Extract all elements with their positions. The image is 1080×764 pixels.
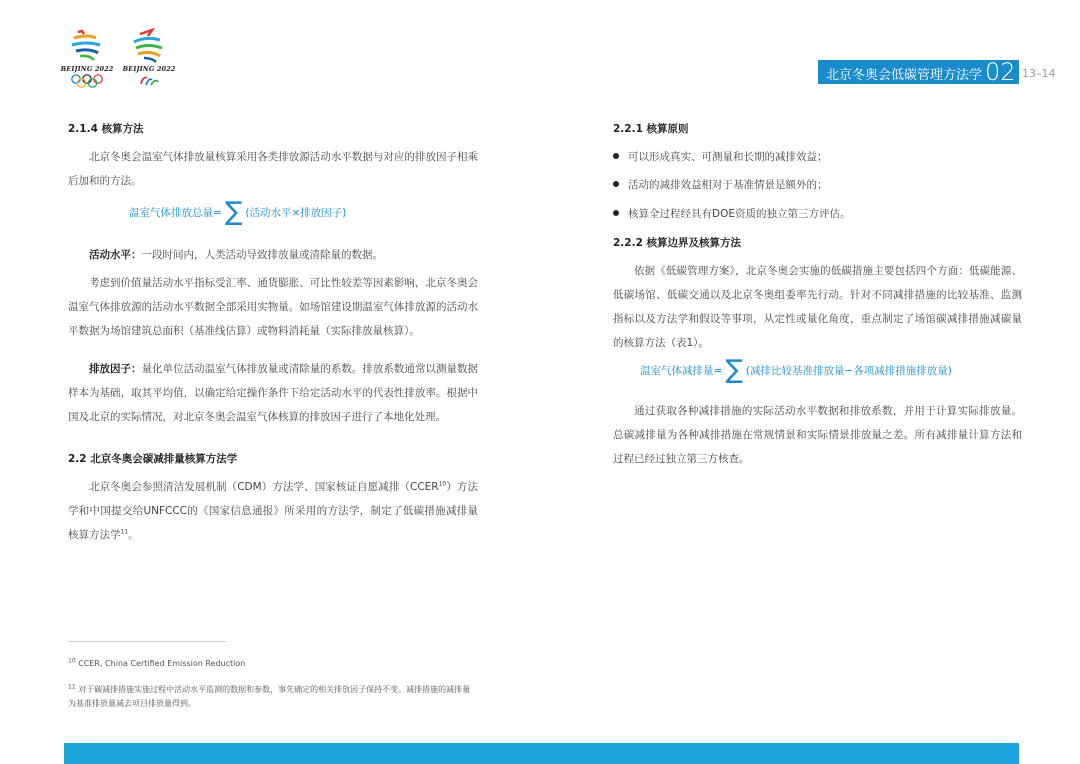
heading-2-2-2: 2.2.2 核算边界及核算方法 (613, 237, 742, 249)
methodology-text-c: 。 (128, 529, 139, 541)
formula2-rhs: (减排比较基准排放量−各项减排措施排放量) (745, 364, 952, 377)
formula-emission-reduction (640, 355, 952, 385)
logo1-text: BEIJING 2022 (60, 65, 114, 73)
footnote-11 (68, 683, 478, 711)
list-item (613, 206, 850, 221)
bullet-icon (613, 181, 619, 187)
term-activity-level: 活动水平： (89, 249, 142, 261)
section-title: 北京冬奥会低碳管理方法学 (826, 68, 983, 83)
list-item (613, 149, 828, 164)
footnote-ref-11[interactable]: 11 (120, 528, 129, 536)
paragraph-method-intro: 北京冬奥会温室气体排放量核算采用各类排放源活动水平数据与对应的排放因子相乘后加和的方法。 (68, 151, 478, 187)
heading-2-1-4: 2.1.4 核算方法 (68, 123, 144, 135)
section-number: 02 (985, 58, 1016, 86)
paragraph-emission-factor (68, 357, 478, 429)
paragraph-reduction-calc: 通过获取各种减排措施的实际活动水平数据和排放系数，并用于计算实际排放量。总碳减排量为各种减排措施在常规情景和实际情景排放量之差。所有减排量计算方法和过程已经过独立第三方核查。 (613, 405, 1022, 465)
footnote-10-number: 10 (68, 657, 76, 665)
beijing-2022-olympic-logo (60, 28, 114, 88)
paragraph-activity-level (68, 243, 478, 267)
bullet-text: 活动的减排效益相对于基准情景是额外的； (628, 179, 828, 191)
bullet-icon (613, 153, 619, 159)
methodology-text-b: ）方法学和中国提交给UNFCCC的《国家信息通报》所采用的方法学，制定了低碳措施减排量核算方法学 (68, 481, 478, 541)
formula2-lhs: 温室气体减排量= (640, 364, 723, 377)
formula1-rhs: (活动水平×排放因子) (245, 206, 347, 219)
formula1-lhs: 温室气体排放总量= (129, 206, 222, 219)
paralympic-emblem-icon (122, 28, 176, 68)
term-emission-factor: 排放因子： (89, 363, 142, 375)
heading-2-2-1: 2.2.1 核算原则 (613, 123, 689, 135)
olympic-emblem-icon (60, 28, 114, 68)
footnote-11-number: 11 (68, 683, 76, 691)
beijing-2022-paralympic-logo (122, 28, 176, 88)
footer-bar (64, 743, 1019, 764)
footnote-divider (68, 641, 226, 642)
paragraph-physical-quantity: 考虑到价值量活动水平指标受汇率、通货膨胀、可比性较差等因素影响，北京冬奥会温室气体排放源的活动水平数据全部采用实物量。如场馆建设期温室气体排放源的活动水平数据为场馆建筑总面积（基准线估算）或物料消耗量（实际排放量核算）。 (68, 277, 478, 337)
sigma-icon: ∑ (224, 197, 243, 227)
paragraph-methodology (68, 475, 478, 547)
formula-total-emissions (129, 197, 347, 227)
definition-activity-level: 一段时间内，人类活动导致排放量或清除量的数据。 (141, 249, 383, 261)
footnote-11-text: 对于碳减排措施实施过程中活动水平监测的数据和参数，事先确定的相关排放因子保持不变。减排措施的减排量为基准排放量减去项目排放量得到。 (68, 685, 471, 708)
bullet-icon (613, 210, 619, 216)
list-item (613, 177, 828, 192)
sigma-icon: ∑ (725, 355, 743, 385)
olympic-rings-icon (70, 74, 104, 88)
methodology-text-a: 北京冬奥会参照清洁发展机制（CDM）方法学、国家核证自愿减排（CCER (89, 481, 439, 493)
bullet-text: 可以形成真实、可测量和长期的减排效益； (628, 151, 828, 163)
paragraph-boundary: 依据《低碳管理方案》，北京冬奥会实施的低碳措施主要包括四个方面：低碳能源、低碳场馆、低碳交通以及北京冬奥组委率先行动。针对不同减排措施的比较基准、监测指标以及方法学和假设等事项，从定性或量化角度，重点制定了场馆碳减排措施减碳量的核算方法（表1）。 (613, 265, 1022, 349)
page-range: 13–14 (1022, 67, 1056, 80)
footnote-10-text: CCER, China Certified Emission Reduction (78, 659, 246, 668)
logo2-text: BEIJING 2022 (122, 65, 176, 73)
section-header (818, 60, 1019, 84)
heading-2-2: 2.2 北京冬奥会碳减排量核算方法学 (68, 453, 238, 465)
footnote-10 (68, 657, 478, 671)
bullet-text: 核算全过程经具有DOE资质的独立第三方评估。 (628, 208, 851, 220)
paralympic-agitos-icon (138, 74, 160, 88)
definition-emission-factor: 量化单位活动温室气体排放量或清除量的系数。排放系数通常以测量数据样本为基础，取其平均值，以确定给定操作条件下给定活动水平的代表性排放率。根据中国及北京的实际情况，对北京冬奥会温室气体核算的排放因子进行了本地化处理。 (68, 363, 479, 423)
footnote-ref-10[interactable]: 10 (438, 480, 447, 488)
